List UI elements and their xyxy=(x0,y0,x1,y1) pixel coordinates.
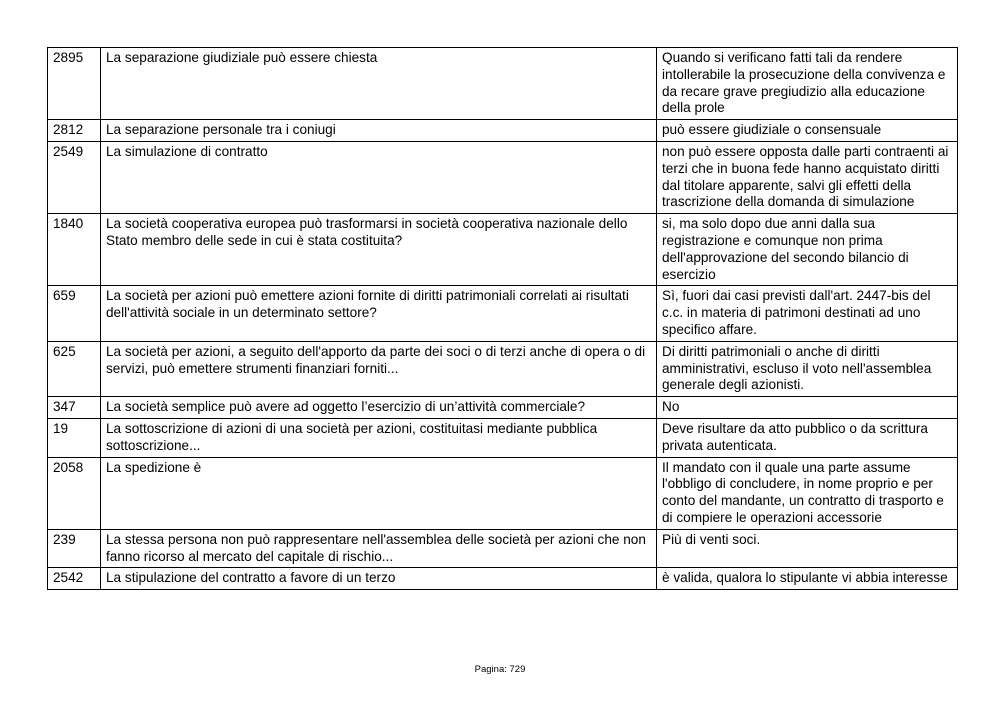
answer-cell: Quando si verificano fatti tali da rendere intollerabile la prosecuzione della convivenza e da recare grave pregiudizio alla educazione della prole xyxy=(657,48,958,120)
question-cell: La stipulazione del contratto a favore di un terzo xyxy=(101,568,657,590)
table-row xyxy=(48,120,958,142)
page-number: Pagina: 729 xyxy=(474,664,526,675)
answer-cell: Sì, fuori dai casi previsti dall'art. 2447-bis del c.c. in materia di patrimoni destinati ad uno specifico affare. xyxy=(657,286,958,341)
quiz-table xyxy=(47,47,958,590)
question-cell: La spedizione è xyxy=(101,457,657,529)
table-row xyxy=(48,214,958,286)
answer-cell: può essere giudiziale o consensuale xyxy=(657,120,958,142)
question-cell: La separazione giudiziale può essere chiesta xyxy=(101,48,657,120)
table-row xyxy=(48,529,958,568)
row-number: 19 xyxy=(48,418,101,457)
question-cell: La sottoscrizione di azioni di una società per azioni, costituitasi mediante pubblica sottoscrizione... xyxy=(101,418,657,457)
question-cell: La società semplice può avere ad oggetto l’esercizio di un’attività commerciale? xyxy=(101,397,657,419)
answer-cell: No xyxy=(657,397,958,419)
row-number: 1840 xyxy=(48,214,101,286)
question-cell: La separazione personale tra i coniugi xyxy=(101,120,657,142)
answer-cell: è valida, qualora lo stipulante vi abbia interesse xyxy=(657,568,958,590)
question-cell: La società per azioni, a seguito dell'apporto da parte dei soci o di terzi anche di opera o di servizi, può emettere strumenti finanziari forniti... xyxy=(101,341,657,396)
table-row xyxy=(48,568,958,590)
table-row xyxy=(48,141,958,213)
question-cell: La società per azioni può emettere azioni fornite di diritti patrimoniali correlati ai risultati dell'attività sociale in un determinato settore? xyxy=(101,286,657,341)
row-number: 2542 xyxy=(48,568,101,590)
row-number: 2058 xyxy=(48,457,101,529)
table-row xyxy=(48,418,958,457)
row-number: 239 xyxy=(48,529,101,568)
answer-cell: Più di venti soci. xyxy=(657,529,958,568)
table-row xyxy=(48,48,958,120)
question-cell: La società cooperativa europea può trasformarsi in società cooperativa nazionale dello Stato membro delle sede in cui è stata costituita? xyxy=(101,214,657,286)
answer-cell: non può essere opposta dalle parti contraenti ai terzi che in buona fede hanno acquistato diritti dal titolare apparente, salvi gli effetti della trascrizione della domanda di simulazione xyxy=(657,141,958,213)
table-row xyxy=(48,397,958,419)
row-number: 347 xyxy=(48,397,101,419)
question-cell: La stessa persona non può rappresentare nell'assemblea delle società per azioni che non fanno ricorso al mercato del capitale di rischio... xyxy=(101,529,657,568)
row-number: 2895 xyxy=(48,48,101,120)
table-row xyxy=(48,457,958,529)
answer-cell: Di diritti patrimoniali o anche di diritti amministrativi, escluso il voto nell'assemblea generale degli azionisti. xyxy=(657,341,958,396)
table-row xyxy=(48,286,958,341)
row-number: 659 xyxy=(48,286,101,341)
table-row xyxy=(48,341,958,396)
row-number: 2549 xyxy=(48,141,101,213)
answer-cell: Il mandato con il quale una parte assume l'obbligo di concludere, in nome proprio e per conto del mandante, un contratto di trasporto e di compiere le operazioni accessorie xyxy=(657,457,958,529)
row-number: 625 xyxy=(48,341,101,396)
answer-cell: Deve risultare da atto pubblico o da scrittura privata autenticata. xyxy=(657,418,958,457)
question-cell: La simulazione di contratto xyxy=(101,141,657,213)
answer-cell: si, ma solo dopo due anni dalla sua registrazione e comunque non prima dell'approvazione del secondo bilancio di esercizio xyxy=(657,214,958,286)
row-number: 2812 xyxy=(48,120,101,142)
